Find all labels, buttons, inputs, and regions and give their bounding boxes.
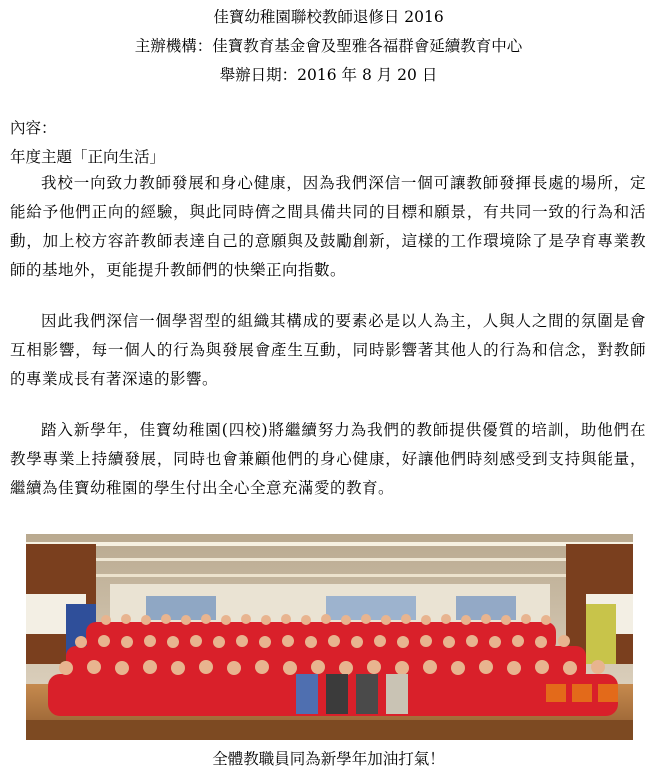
document-title: 佳寶幼稚園聯校教師退修日 2016 [213,8,444,26]
paragraph-1: 我校一向致力教師發展和身心健康，因為我們深信一個可讓教師發揮長處的場所，定能給予他們正向的經驗，與此同時儕之間具備共同的目標和願景，有共同一致的行為和活動，加上校方容許教師表達自己的意願與及鼓勵創新，這樣的工作環境除了是孕育專業教師的基地外，更能提升教師們的快樂正向指數。 [10,174,646,279]
theme-line: 年度主題「正向生活」 [10,148,166,166]
content-label: 內容： [10,119,57,137]
group-photo-illustration [26,534,633,740]
paragraph-2: 因此我們深信一個學習型的組織其構成的要素必是以人為主，人與人之間的氛圍是會互相影響，每一個人的行為與發展會產生互動，同時影響著其他人的行為和信念，對教師的專業成長有著深遠的影響。 [10,312,646,388]
date-line: 舉辦日期：2016 年 8 月 20 日 [219,66,438,84]
paragraph-3: 踏入新學年，佳寶幼稚園(四校)將繼續努力為我們的教師提供優質的培訓，助他們在教學專業上持續發展，同時也會兼顧他們的身心健康，好讓他們時刻感受到支持與能量，繼續為佳寶幼稚園的學生付出全心全意充滿愛的教育。 [10,421,646,497]
group-photo [26,534,633,740]
photo-caption: 全體教職員同為新學年加油打氣！ [212,750,445,768]
organizer-line: 主辦機構：佳寶教育基金會及聖雅各福群會延續教育中心 [134,37,523,55]
